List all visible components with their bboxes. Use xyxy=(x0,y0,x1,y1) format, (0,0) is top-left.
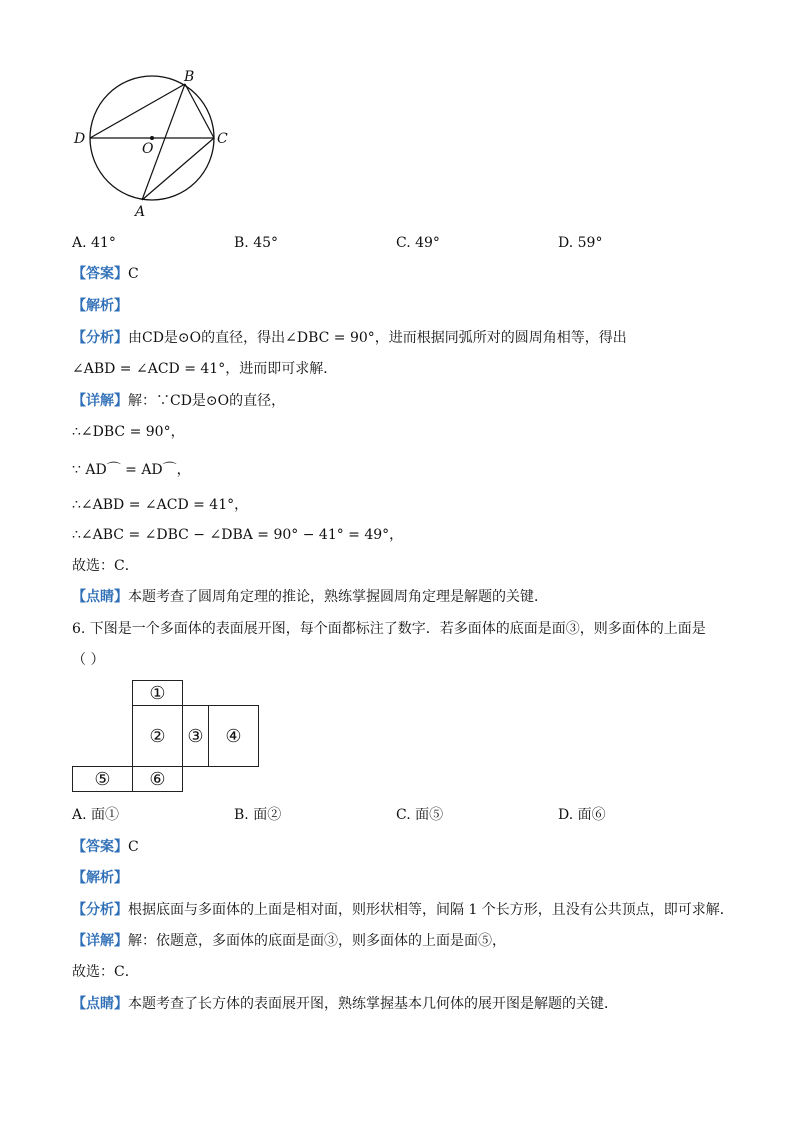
q5-xiangjie-text: 解：∵CD是⊙O的直径， xyxy=(128,393,286,409)
face-4: ④ xyxy=(208,705,259,767)
q6-answer-row xyxy=(72,838,139,856)
circle-diagram xyxy=(64,64,244,224)
label-o: O xyxy=(142,141,154,157)
q6-option-d: D. 面⑥ xyxy=(558,807,606,823)
q6-option-c: C. 面⑤ xyxy=(396,807,444,823)
chord-db xyxy=(90,84,185,138)
q6-fenxi-tag: 【分析】 xyxy=(72,902,128,918)
q5-step4: ∴∠ABD = ∠ACD = 41°， xyxy=(72,497,249,513)
q5-answer: C xyxy=(128,266,139,282)
q6-analysis-tag: 【解析】 xyxy=(72,870,128,886)
q5-answer-row xyxy=(72,265,139,283)
q6-answer: C xyxy=(128,839,139,855)
q6-xiangjie-row xyxy=(72,932,506,950)
face-5: ⑤ xyxy=(72,766,133,792)
q6-dianjing-text: 本题考查了长方体的表面展开图，熟练掌握基本几何体的展开图是解题的关键． xyxy=(128,996,618,1012)
q5-fenxi-text: 由CD是⊙O的直径，得出∠DBC = 90°，进而根据同弧所对的圆周角相等，得出 xyxy=(128,330,627,346)
q5-analysis-tag: 【解析】 xyxy=(72,298,128,314)
q5-dianjing-tag: 【点睛】 xyxy=(72,589,128,605)
q6-choose: 故选：C． xyxy=(72,964,139,980)
q5-step2: ∴∠DBC = 90°， xyxy=(72,424,185,440)
face-1: ① xyxy=(132,680,183,706)
q6-analysis-row xyxy=(72,869,128,887)
q5-answer-tag: 【答案】 xyxy=(72,266,128,282)
q5-option-a: A. 41° xyxy=(72,235,116,251)
face-6: ⑥ xyxy=(132,766,183,792)
face-2: ② xyxy=(132,705,183,767)
q5-fenxi-tag: 【分析】 xyxy=(72,330,128,346)
q5-option-c: C. 49° xyxy=(396,235,440,251)
chord-bc xyxy=(185,84,214,138)
q6-answer-tag: 【答案】 xyxy=(72,839,128,855)
q5-xiangjie-row xyxy=(72,392,285,410)
q6-option-b: B. 面② xyxy=(234,807,282,823)
q6-dianjing-row xyxy=(72,995,618,1013)
label-c: C xyxy=(217,131,228,147)
q5-choose: 故选：C． xyxy=(72,558,139,574)
q6-stem-line1: 6. 下图是一个多面体的表面展开图，每个面都标注了数字．若多面体的底面是面③，则多面体的上面是 xyxy=(72,621,706,637)
q6-stem-line2: （ ） xyxy=(72,652,105,668)
q6-xiangjie-text: 解：依题意，多面体的底面是面③，则多面体的上面是面⑤， xyxy=(128,933,506,949)
q5-step5: ∴∠ABC = ∠DBC − ∠DBA = 90° − 41° = 49°， xyxy=(72,527,404,543)
face-3: ③ xyxy=(182,705,209,767)
q5-fenxi-row xyxy=(72,329,627,347)
q5-option-b: B. 45° xyxy=(234,235,279,251)
label-b: B xyxy=(184,69,195,85)
label-a: A xyxy=(135,204,146,220)
q6-dianjing-tag: 【点睛】 xyxy=(72,996,128,1012)
label-d: D xyxy=(74,131,86,147)
q6-fenxi-text: 根据底面与多面体的上面是相对面，则形状相等，间隔 1 个长方形，且没有公共顶点，即可求解． xyxy=(128,902,734,918)
q5-step3: ∵ AD⌒ = AD⌒， xyxy=(72,462,191,478)
q6-option-a: A. 面① xyxy=(72,807,120,823)
q5-xiangjie-tag: 【详解】 xyxy=(72,393,128,409)
q5-analysis-row xyxy=(72,297,128,315)
q5-fenxi-row2: ∠ABD = ∠ACD = 41°，进而即可求解． xyxy=(72,361,338,377)
q6-fenxi-row xyxy=(72,901,734,919)
q5-dianjing-text: 本题考查了圆周角定理的推论，熟练掌握圆周角定理是解题的关键． xyxy=(128,589,548,605)
q6-xiangjie-tag: 【详解】 xyxy=(72,933,128,949)
q5-option-d: D. 59° xyxy=(558,235,603,251)
center-point xyxy=(150,136,154,140)
q5-dianjing-row xyxy=(72,588,548,606)
